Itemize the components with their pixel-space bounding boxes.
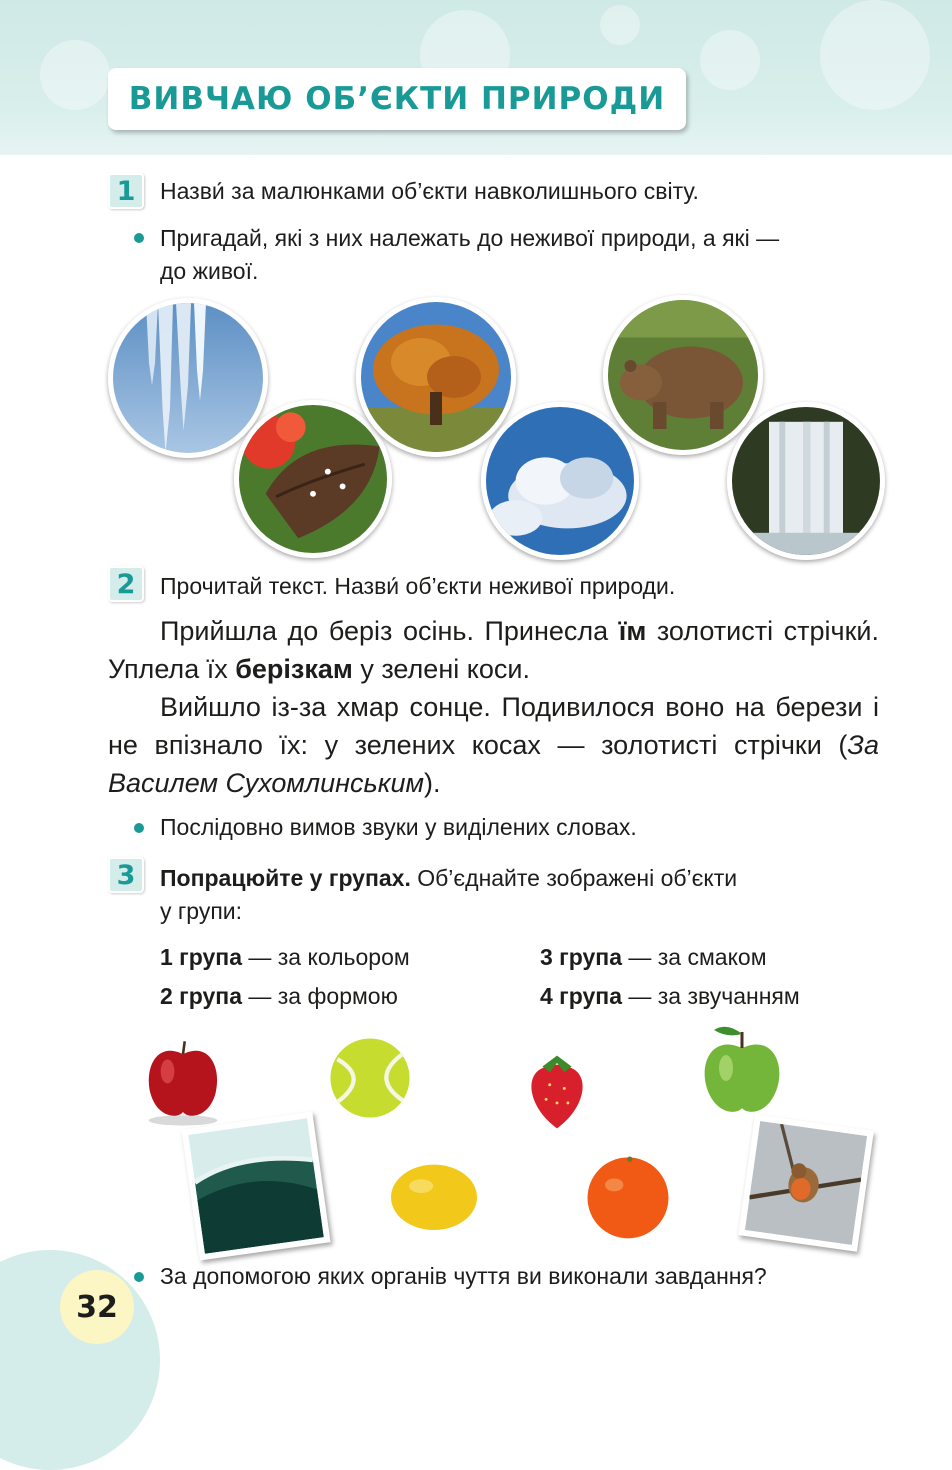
- green-apple-image: [692, 1020, 792, 1120]
- group-3: [540, 942, 767, 972]
- group-label: 4 група: [540, 983, 622, 1009]
- task3-text-line1: [160, 862, 880, 895]
- bullet-icon: [134, 233, 144, 243]
- decor-bubble: [700, 30, 760, 90]
- task-number-2: 2: [108, 566, 144, 602]
- group-desc: — за звучанням: [621, 983, 800, 1009]
- page-number: 32: [60, 1270, 134, 1344]
- icicles-image: [108, 298, 268, 458]
- bird-image: [738, 1114, 874, 1252]
- group-desc: — за кольором: [241, 944, 410, 970]
- waterfall-image: [727, 402, 885, 560]
- task-number-3: 3: [108, 857, 144, 893]
- wave-image: [181, 1111, 330, 1260]
- task-number-1: 1: [108, 173, 144, 209]
- cloud-image: [481, 402, 639, 560]
- red-apple-image: [140, 1030, 226, 1130]
- group-desc: — за формою: [241, 983, 398, 1009]
- story-author: За Василем Сухомлинським: [108, 730, 879, 798]
- strawberry-image: [520, 1052, 594, 1132]
- lemon-image: [380, 1150, 488, 1236]
- task1-text: Назви́ за малюнками об’єкти навколишнього світу.: [160, 178, 699, 204]
- task3-text: Об’єднайте зображені об’єкти: [410, 865, 738, 891]
- task3-bullet: За допомогою яких органів чуття ви виконали завдання?: [160, 1263, 767, 1289]
- butterfly-image: [234, 400, 392, 558]
- story-p1-a: Прийшла до беріз осінь. Принесла: [160, 616, 619, 646]
- task3-bold: Попрацюйте у групах.: [160, 865, 411, 891]
- page-title: ВИВЧАЮ ОБ’ЄКТИ ПРИРОДИ: [128, 81, 666, 117]
- task2-bullet: Послідовно вимов звуки у виділених словах.: [160, 814, 637, 840]
- decor-bubble: [40, 40, 110, 110]
- story-text: [108, 612, 879, 802]
- task3-text-line2: у групи:: [160, 898, 243, 924]
- group-4: [540, 981, 800, 1011]
- bullet-icon: [134, 823, 144, 833]
- story-paragraph-1: [108, 612, 879, 688]
- group-label: 2 група: [160, 983, 242, 1009]
- group-desc: — за смаком: [621, 944, 767, 970]
- story-p2-b: ).: [423, 768, 441, 798]
- bullet-icon: [134, 1272, 144, 1282]
- story-paragraph-2: [108, 688, 879, 802]
- group-2: [160, 981, 398, 1011]
- decor-bubble: [820, 0, 930, 110]
- story-p1-c: у зелені коси.: [352, 654, 530, 684]
- group-label: 3 група: [540, 944, 622, 970]
- tennis-ball-image: [327, 1035, 413, 1121]
- task1-bullet-line2: до живої.: [160, 258, 259, 284]
- task2-text: Прочитай текст. Назви́ об’єкти неживої природи.: [160, 573, 676, 599]
- story-p1-b: золотисті стрічки́. Уплела їх: [108, 616, 879, 684]
- story-p2-a: Вийшло із-за хмар сонце. Подивилося воно на берези і не впізнало їх: у зелених косах — золотисті стрічки (: [108, 692, 879, 760]
- tree-image: [356, 297, 516, 457]
- decor-bubble: [600, 5, 640, 45]
- story-highlight-word: берізкам: [235, 654, 353, 684]
- orange-image: [582, 1150, 674, 1242]
- story-highlight-word: їм: [618, 616, 647, 646]
- task1-bullet-line1: Пригадай, які з них належать до неживої природи, а які —: [160, 225, 780, 251]
- bear-image: [603, 295, 763, 455]
- title-box: [108, 68, 686, 130]
- group-1: [160, 942, 410, 972]
- group-label: 1 група: [160, 944, 242, 970]
